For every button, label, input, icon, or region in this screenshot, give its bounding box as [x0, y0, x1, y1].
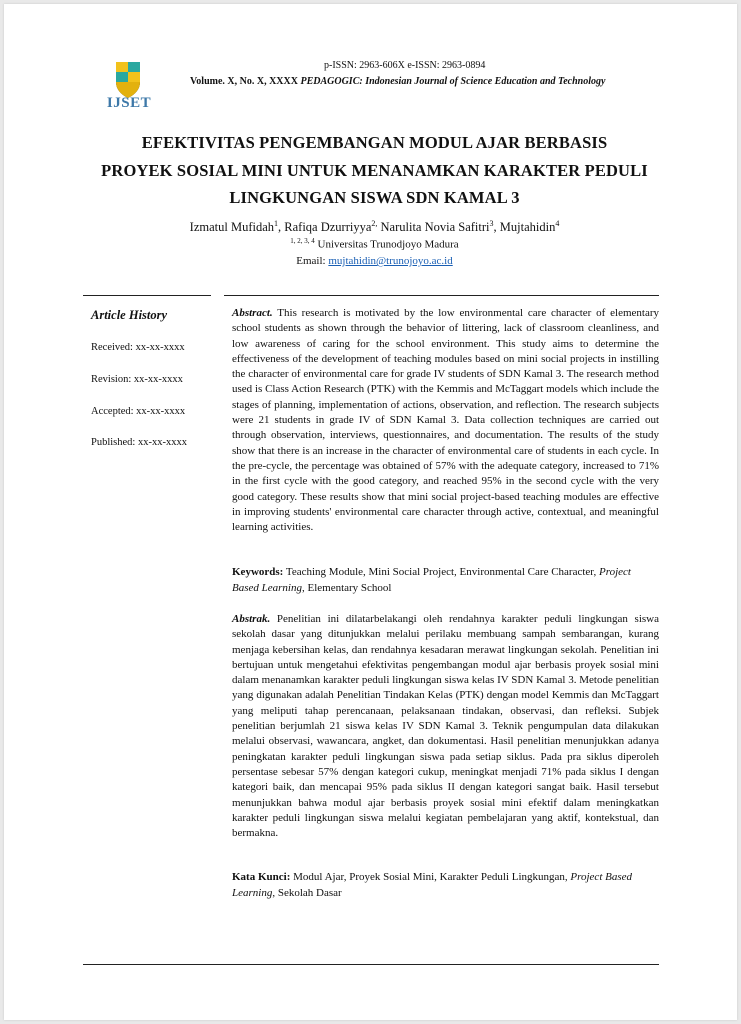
article-history-title: Article History: [91, 308, 168, 322]
abstrak-text: Penelitian ini dilatarbelakangi oleh rendahnya karakter peduli lingkungan siswa sekolah dasar yang ditunjukkan melalui perilaku membuang sampah sembarangan, kurang menjaga kebersihan kelas, dan rendahnya kesadaran merawat lingkungan sekolah. Penelitian ini bertujuan untuk mengetahui efektivitas pengembangan modul ajar berbasis proyek sosial mini dalam menanamkan karakter peduli lingkungan siswa kelas IV SDN Kamal 3. Metode penelitian yang digunakan adalah Penelitian Tindakan Kelas (PTK) dengan model Kemmis dan McTaggart yang meliputi tahap perencanaan, pelaksanaan tindakan, observasi, dan refleksi. Subjek penelitian berjumlah 21 siswa kelas IV SDN Kamal 3. Teknik pengumpulan data dilakukan melalui observasi, wawancara, angket, dan dokumentasi. Hasil penelitian menunjukkan adanya peningkatan karakter peduli lingkungan siswa pada setiap siklus. Pada pra siklus diperoleh persentase sebesar 57% dengan kategori cukup, meningkat menjadi 71% pada siklus I dengan kategori baik, dan mencapai 95% pada siklus II dengan kategori sangat baik. Hasil tersebut menunjukkan bahwa modul ajar berbasis proyek sosial mini efektif dalam meningkatkan karakter peduli lingkungan siswa melalui kegiatan pembelajaran yang aktif, kontekstual, dan bermakna.: [232, 613, 660, 840]
author-name: Izmatul Mufidah: [189, 220, 275, 235]
divider-left: [83, 295, 211, 296]
divider-bottom: [83, 964, 659, 965]
affiliation-marks: 1, 2, 3, 4: [290, 237, 315, 245]
revision-date: Revision: xx-xx-xxxx: [91, 374, 183, 385]
abstract-label: Abstract.: [232, 307, 273, 319]
abstract-text: This research is motivated by the low environmental care character of elementary school students as shown through the behavior of littering, lack of classroom cleanliness, and low awareness of caring for the school environment. This study aims to determine the effectiveness of the development of teaching modules based on mini social projects in instilling the character of environmental care for grade IV students of SDN Kamal 3. The research method used is Class Action Research (PTK) with the Kemmis and McTaggart models which include the stages of planning, implementation of actions, observation, and reflection. The research subjects were 21 students in grade IV of SDN Kamal 3. Data collection techniques are carried out through observation, interviews, questionnaires, and documentation. The results of the study show that there is an increase in the character of environmental care of students in each cycle. In the pre-cycle, the percentage was obtained of 57% with the adequate category, increased to 71% in the first cycle with the good category, and reached 95% in the second cycle with the very good category. These results show that mini social project-based teaching modules are effective in improving students' environmental care character through active, contextual, and meaningful learning activities.: [232, 307, 659, 534]
volume-number: Volume. X, No. X, XXXX: [190, 76, 298, 87]
email-label: Email:: [296, 255, 326, 267]
divider-right: [224, 295, 659, 296]
journal-name: PEDAGOGIC: Indonesian Journal of Science Education and Technology: [300, 76, 606, 87]
author-mark: 4: [555, 219, 560, 228]
published-date: Published: xx-xx-xxxx: [91, 437, 187, 448]
author-name: Rafiqa Dzurriyya: [284, 220, 372, 235]
paper-page: [4, 4, 737, 1020]
affiliation-name: Universitas Trunodjoyo Madura: [317, 238, 459, 251]
abstract-indonesian: [232, 612, 659, 841]
keywords-italic: Project Based Learning: [232, 566, 631, 594]
issn-line: p-ISSN: 2963-606X e-ISSN: 2963-0894: [324, 60, 486, 71]
author-mark: 3: [489, 219, 494, 228]
title-line-1: EFEKTIVITAS PENGEMBANGAN MODUL AJAR BERBASIS: [141, 133, 608, 152]
author-mark: 1: [274, 219, 279, 228]
title-line-3: LINGKUNGAN SISWA SDN KAMAL 3: [229, 188, 520, 207]
affiliation: [64, 237, 685, 251]
author-name: Narulita Novia Safitri: [380, 220, 490, 235]
title-line-2: PROYEK SOSIAL MINI UNTUK MENANAMKAN KARAKTER PEDULI: [101, 160, 648, 180]
accepted-date: Accepted: xx-xx-xxxx: [91, 406, 186, 417]
journal-logo-text: IJSET: [106, 95, 152, 111]
kata-kunci-italic: Project Based Learning: [232, 871, 633, 899]
keywords-text: Teaching Module, Mini Social Project, Environmental Care Character,: [285, 566, 597, 578]
abstrak-label: Abstrak.: [232, 613, 271, 625]
kata-kunci-tail: , Sekolah Dasar: [272, 886, 342, 899]
volume-line: [190, 76, 605, 87]
author-name: Mujtahidin: [499, 220, 556, 235]
paper-title: [64, 129, 685, 212]
keywords-indonesian: [232, 870, 659, 901]
author-list: Izmatul Mufidah$^1$, Rafiqa Dzurriyya$^{2,}$ Narulita Novia Safitri$^3$, Mujtahidin$^4$: [189, 219, 560, 235]
author-mark: 2,: [371, 219, 378, 228]
abstract-english: [232, 306, 659, 535]
keywords-tail: , Elementary School: [301, 581, 392, 594]
kata-kunci-text: Modul Ajar, Proyek Sosial Mini, Karakter Peduli Lingkungan,: [293, 871, 568, 883]
received-date: Received: xx-xx-xxxx: [91, 342, 185, 353]
email-line: [64, 255, 685, 267]
keywords-label: Keywords:: [232, 566, 284, 578]
email-link[interactable]: mujtahidin@trunojoyo.ac.id: [328, 255, 453, 267]
kata-kunci-label: Kata Kunci:: [232, 871, 291, 883]
keywords-english: [232, 565, 659, 596]
